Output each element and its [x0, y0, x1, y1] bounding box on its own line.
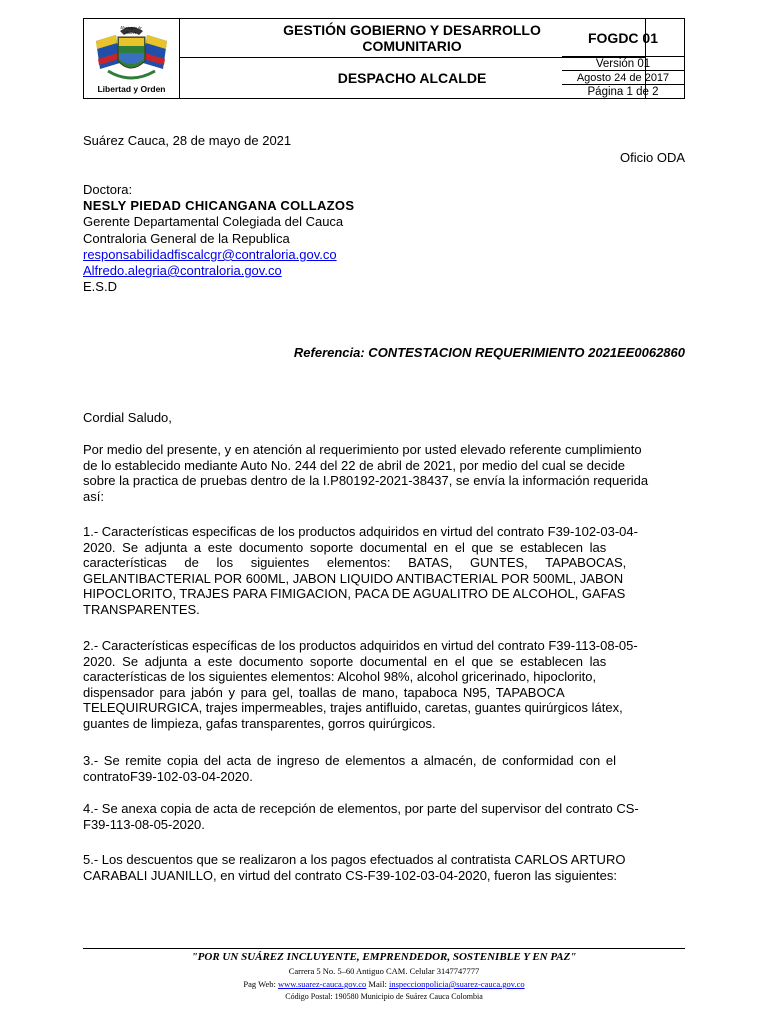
place-date: Suárez Cauca, 28 de mayo de 2021 — [83, 133, 292, 148]
item-1-paragraph — [83, 524, 685, 618]
form-date: Agosto 24 de 2017 — [562, 70, 685, 85]
item-1-line: 1.- Características especificas de los productos adquiridos en virtud del contrato F39-102-03-04- — [83, 524, 638, 539]
footer-address: Carrera 5 No. 5–60 Antiguo CAM. Celular 3147747777 — [288, 966, 480, 976]
footer-postal: Código Postal: 190580 Municipio de Suárez Cauca Colombia — [285, 992, 483, 1001]
recipient-name: NESLY PIEDAD CHICANGANA COLLAZOS — [83, 198, 355, 213]
item-2-line: guantes de limpieza, gafas transparentes, gorros quirúrgicos. — [83, 715, 436, 731]
greeting: Cordial Saludo, — [83, 410, 172, 425]
intro-line: sobre la practica de pruebas dentro de la I.P80192-2021-38437, se envía la información requerida — [83, 473, 649, 489]
item-2-line: TELEQUIRURGICA, trajes impermeables, trajes antifluido, caretas, guantes quirúrgicos látex, — [83, 700, 623, 716]
item-1-line: 2020. Se adjunta a este documento soporte documental en el que se establecen las — [83, 539, 607, 555]
item-3-line: contratoF39-102-03-04-2020. — [83, 768, 253, 784]
item-1-line: TRANSPARENTES. — [83, 601, 200, 617]
item-5-line: 5.- Los descuentos que se realizaron a los pagos efectuados al contratista CARLOS ARTURO — [83, 852, 626, 867]
svg-text:Municipio de: Municipio de — [120, 25, 142, 30]
footer-slogan: "POR UN SUÁREZ INCLUYENTE, EMPRENDEDOR, SOSTENIBLE Y EN PAZ" — [191, 951, 577, 963]
footer-divider — [83, 948, 685, 949]
item-1-line: GELANTIBACTERIAL POR 600ML, JABON LIQUIDO ANTIBACTERIAL POR 500ML, JABON — [83, 570, 624, 586]
item-2-line: 2020. Se adjunta a este documento soporte documental en el que se establecen las — [83, 653, 607, 669]
municipal-coat-of-arms-logo — [90, 23, 173, 85]
website-link[interactable]: www.suarez-cauca.gov.co — [277, 979, 367, 989]
logo-motto: Libertad y Orden — [97, 84, 166, 94]
page-number: Página 1 de 2 — [562, 84, 685, 99]
intro-line: así: — [83, 488, 104, 504]
item-1-line: HIPOCLORITO, TRAJES PARA FIMIGACION, PACA DE AGUALITRO DE ALCOHOL, GAFAS — [83, 586, 626, 602]
item-4-line: 4.- Se anexa copia de acta de recepción de elementos, por parte del supervisor del contrato CS- — [83, 801, 639, 816]
intro-line: Por medio del presente, y en atención al requerimiento por usted elevado referente cumplimiento — [83, 442, 642, 457]
item-1-line: características de los siguientes elementos: BATAS, GUNTES, TAPABOCAS, — [83, 555, 627, 571]
recipient-organization: Contraloria General de la Republica — [83, 231, 290, 246]
item-2-line: dispensador para jabón y para gel, toallas de mano, tapaboca N95, TAPABOCA — [83, 684, 565, 700]
header-logo-cell — [84, 19, 180, 98]
mail-label: Mail: — [368, 979, 387, 989]
office-name: DESPACHO ALCALDE — [337, 70, 487, 86]
oficio-number: Oficio ODA — [619, 150, 685, 165]
item-5-line: CARABALI JUANILLO, en virtud del contrato CS-F39-102-03-04-2020, fueron las siguientes: — [83, 867, 617, 883]
form-version: Versión 01 — [562, 56, 685, 71]
org-name-line1: GESTIÓN GOBIERNO Y DESARROLLO — [283, 22, 541, 38]
form-code: FOGDC 01 — [562, 18, 685, 57]
email-link-2[interactable]: Alfredo.alegria@contraloria.gov.co — [83, 263, 282, 278]
org-name-line2: COMUNITARIO — [362, 38, 462, 54]
item-4-paragraph — [83, 801, 685, 832]
email-link-1[interactable]: responsabilidadfiscalcgr@contraloria.gov.co — [83, 247, 337, 262]
item-3-paragraph — [83, 753, 685, 784]
recipient-role: Gerente Departamental Colegiada del Cauca — [83, 214, 344, 229]
footer-contacts — [83, 979, 685, 989]
intro-paragraph — [83, 442, 685, 504]
web-label: Pag Web: — [243, 979, 276, 989]
item-3-line: 3.- Se remite copia del acta de ingreso de elementos a almacén, de conformidad con el — [83, 753, 616, 768]
recipient-title: Doctora: — [83, 182, 133, 197]
intro-line: de lo establecido mediante Auto No. 244 del 22 de abril de 2021, por medio del cual se decide — [83, 457, 626, 473]
item-2-paragraph — [83, 638, 685, 732]
item-2-line: 2.- Características específicas de los productos adquiridos en virtud del contrato F39-113-08-05- — [83, 638, 638, 653]
mail-link[interactable]: inspeccionpolicia@suarez-cauca.gov.co — [388, 979, 525, 989]
svg-text:Suárez: Suárez — [125, 30, 137, 35]
item-2-line: características de los siguientes elementos: Alcohol 98%, alcohol gricerinado, hipoclorito, — [83, 669, 597, 685]
reference-line: Referencia: CONTESTACION REQUERIMIENTO 2021EE0062860 — [293, 345, 685, 360]
esd-label: E.S.D — [83, 279, 117, 294]
item-5-paragraph — [83, 852, 685, 883]
item-4-line: F39-113-08-05-2020. — [83, 816, 205, 832]
